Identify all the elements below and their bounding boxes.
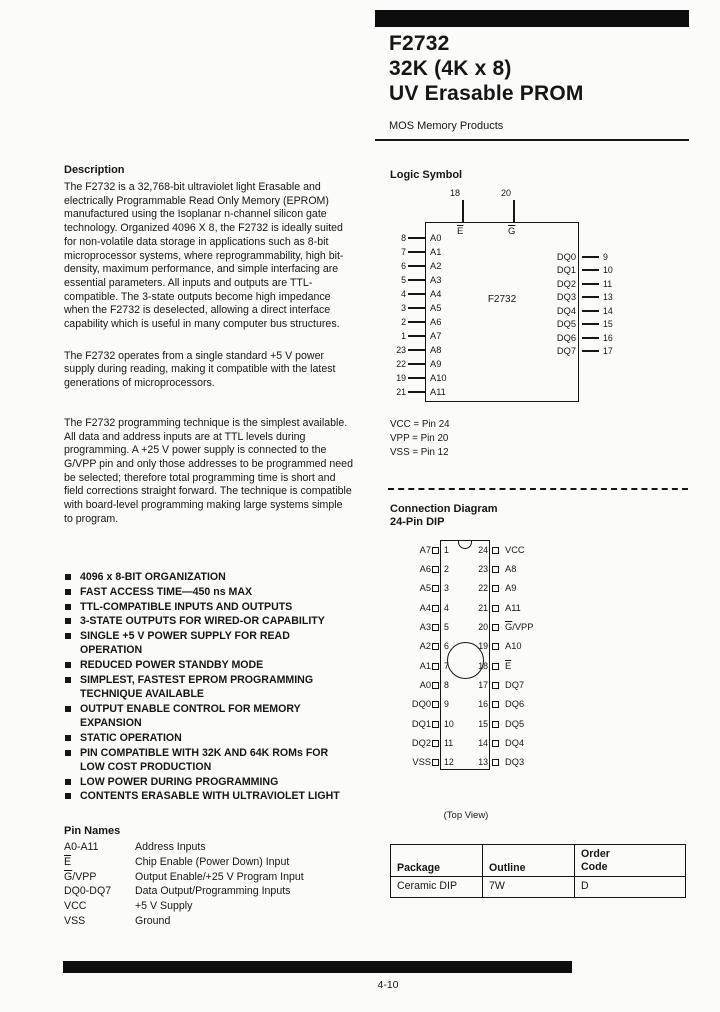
feature-item xyxy=(64,570,354,585)
pin-number: 19 xyxy=(396,373,406,383)
bullet-square-icon xyxy=(65,793,71,799)
feature-item xyxy=(64,702,354,731)
pin-label-text: A9 xyxy=(505,583,517,593)
pin-label xyxy=(505,641,522,651)
pin-label: A0 xyxy=(419,680,431,690)
pin-label xyxy=(505,661,511,671)
pin-label: A7 xyxy=(419,545,431,555)
pin-label: DQ2 xyxy=(556,279,576,289)
features-list xyxy=(64,570,354,804)
pin-label: DQ3 xyxy=(556,292,576,302)
package-type-heading: 24-Pin DIP xyxy=(390,516,445,528)
pin-description: Chip Enable (Power Down) Input xyxy=(135,855,290,868)
feature-item xyxy=(64,731,354,746)
pin-pad-icon xyxy=(492,701,499,708)
pin-number: 10 xyxy=(603,265,613,275)
pin-label-text: VCC xyxy=(505,545,525,555)
top-black-bar xyxy=(375,10,689,27)
pin-label: A5 xyxy=(419,583,431,593)
pin-number: 12 xyxy=(444,757,454,767)
pin-pad-icon xyxy=(492,682,499,689)
feature-item xyxy=(64,775,354,790)
pin-label-text: DQ7 xyxy=(505,680,525,690)
bullet-square-icon xyxy=(65,574,71,580)
pin-label: A3 xyxy=(419,622,431,632)
pin-number: 6 xyxy=(401,261,406,271)
part-number: F2732 xyxy=(389,32,450,55)
pin-label xyxy=(505,583,516,593)
pin-name-row xyxy=(64,914,354,929)
pin-label: DQ0 xyxy=(556,252,576,262)
pin-label: A4 xyxy=(419,603,431,613)
logic-top-pin-wire xyxy=(513,200,515,222)
logic-pin-row xyxy=(390,316,441,328)
pin-number: 4 xyxy=(444,603,449,613)
note-vpp: VPP = Pin 20 xyxy=(390,433,449,444)
pin-number: 1 xyxy=(444,545,449,555)
pin-number: 14 xyxy=(603,306,613,316)
pin-label-text: A10 xyxy=(505,641,522,651)
order-header-line2: Code xyxy=(581,861,608,873)
dip-pin-row xyxy=(474,641,522,651)
logic-pin-row xyxy=(543,291,613,303)
section-divider xyxy=(388,488,688,490)
pin-wire xyxy=(408,307,425,308)
pin-number: 22 xyxy=(478,583,488,593)
dip-pin-row xyxy=(388,641,449,651)
cell-outline: 7W xyxy=(483,877,575,897)
feature-text: STATIC OPERATION xyxy=(80,732,182,744)
pin-pad-icon xyxy=(432,605,439,612)
feature-item xyxy=(64,629,354,658)
pin-wire xyxy=(408,363,425,364)
bullet-square-icon xyxy=(65,633,71,639)
pin-name-row xyxy=(64,884,354,899)
pin-pad-icon xyxy=(492,566,499,573)
pin-wire xyxy=(408,237,425,238)
dip-pin-row xyxy=(388,564,449,574)
dip-pin-row xyxy=(474,564,516,574)
pin-label: DQ0 xyxy=(411,699,431,709)
logic-top-pin-number: 20 xyxy=(501,188,512,198)
pin-pad-icon xyxy=(432,566,439,573)
pin-label xyxy=(505,699,524,709)
pin-wire xyxy=(408,335,425,336)
logic-pin-row xyxy=(543,345,613,357)
feature-item xyxy=(64,658,354,673)
pin-name-text: VCC xyxy=(64,900,87,913)
dip-pin-row xyxy=(388,545,449,555)
pin-pad-icon xyxy=(432,721,439,728)
pin-label-overlined: $\overline{E}$ xyxy=(505,661,512,671)
feature-item xyxy=(64,600,354,615)
bullet-square-icon xyxy=(65,706,71,712)
column-header-package: Package xyxy=(391,845,483,876)
pin-label: A10 xyxy=(430,373,447,383)
feature-text: LOW POWER DURING PROGRAMMING xyxy=(80,775,279,788)
dip-pin-row xyxy=(388,719,454,729)
dip-pin-row xyxy=(474,603,521,613)
pin-number: 9 xyxy=(444,699,449,709)
pin-label-text: A8 xyxy=(505,564,517,574)
pin-label xyxy=(505,622,533,632)
pin-number: 9 xyxy=(603,252,608,262)
pin-label: DQ2 xyxy=(411,738,431,748)
pin-pad-icon xyxy=(492,585,499,592)
pin-label: A6 xyxy=(430,317,442,327)
pin-number: 2 xyxy=(401,317,406,327)
feature-text: SIMPLEST, FASTEST EPROM PROGRAMMING TECHNIQUE AVAILABLE xyxy=(80,673,314,701)
cell-order-code: D xyxy=(581,880,589,892)
pin-number: 23 xyxy=(478,564,488,574)
logic-pin-row xyxy=(543,251,608,263)
feature-text: SINGLE +5 V POWER SUPPLY FOR READ OPERATION xyxy=(80,629,290,657)
logic-pin-row xyxy=(390,358,441,370)
pin-number: 5 xyxy=(401,275,406,285)
pin-pad-icon xyxy=(432,585,439,592)
pin-label-text: A11 xyxy=(505,603,521,613)
bullet-square-icon xyxy=(65,735,71,741)
pin-label: DQ4 xyxy=(556,306,576,316)
pin-wire xyxy=(408,349,425,350)
dip-pin-row xyxy=(388,699,449,709)
pin-wire xyxy=(408,279,425,280)
description-paragraph-1: The F2732 is a 32,768-bit ultraviolet light Erasable and electrically Programmable Read Only Memory (EPROM) manufactured using the Isoplanar n-channel silicon gate technology. Organized 4096 X 8, the F2732 is ideally suited for non-volatile data storage in applications such as 8-bit microprocessor systems, where reprogrammability, high bit-density, maximum performance, and simple interfacing are essential parameters. All inputs and outputs are TTL-compatible. The 3-state outputs become high impedance when the F2732 is deselected, allowing a direct interface capability which is useful in many computer bus structures. xyxy=(64,181,344,331)
feature-item xyxy=(64,746,354,775)
feature-text: PIN COMPATIBLE WITH 32K AND 64K ROMs FOR LOW COST PRODUCTION xyxy=(80,746,329,774)
pin-description: +5 V Supply xyxy=(135,900,193,913)
pin-label: A7 xyxy=(430,331,442,341)
pin-label xyxy=(505,738,524,748)
footer-bar xyxy=(63,961,572,973)
pin-number: 3 xyxy=(444,583,449,593)
pin-name-overlined: $\overline{G}$ xyxy=(64,870,73,883)
pin-wire xyxy=(408,293,425,294)
order-header-line1: Order xyxy=(581,848,610,860)
pin-number: 1 xyxy=(401,331,406,341)
logic-pin-row xyxy=(543,278,612,290)
feature-item xyxy=(64,789,354,804)
logic-symbol-heading: Logic Symbol xyxy=(390,169,463,181)
pin-label: A1 xyxy=(419,661,431,671)
pin-label-overlined: $\overline{G}$ xyxy=(505,622,513,632)
column-header-outline: Outline xyxy=(483,845,575,876)
pin-name xyxy=(64,884,135,899)
bullet-square-icon xyxy=(65,589,71,595)
dip-pin-row xyxy=(474,661,511,671)
page-number: 4-10 xyxy=(377,979,399,991)
pin-pad-icon xyxy=(492,740,499,747)
title-device-type: UV Erasable PROM xyxy=(389,82,584,105)
pin-description: Output Enable/+25 V Program Input xyxy=(135,870,304,883)
pin-number: 3 xyxy=(401,303,406,313)
description-heading: Description xyxy=(64,164,125,176)
pin-label xyxy=(505,603,521,613)
title-capacity: 32K (4K x 8) xyxy=(389,57,512,80)
pin-name xyxy=(64,855,135,870)
pin-pad-icon xyxy=(492,663,499,670)
dip-pin-row xyxy=(474,699,524,709)
dip-pin-row xyxy=(388,680,449,690)
pin-number: 15 xyxy=(478,719,488,729)
pin-wire xyxy=(582,310,599,311)
product-family-label: MOS Memory Products xyxy=(389,120,504,132)
pin-number: 11 xyxy=(603,279,613,289)
pin-label: A2 xyxy=(430,261,442,271)
pin-label: DQ1 xyxy=(411,719,431,729)
dip-pin-row xyxy=(388,757,454,767)
pin-label: DQ5 xyxy=(556,319,576,329)
pin-number: 16 xyxy=(478,699,488,709)
pin-name-text: A0-A11 xyxy=(64,840,99,853)
pin-pad-icon xyxy=(492,624,499,631)
pin-pad-icon xyxy=(492,643,499,650)
pin-label: A9 xyxy=(430,359,442,369)
feature-text: CONTENTS ERASABLE WITH ULTRAVIOLET LIGHT xyxy=(80,790,340,803)
chip-label: F2732 xyxy=(487,294,517,305)
pin-label-text: DQ4 xyxy=(505,738,525,748)
feature-text: 4096 x 8-BIT ORGANIZATION xyxy=(80,571,226,584)
dip-pin-row xyxy=(388,661,449,671)
feature-text: FAST ACCESS TIME—450 ns MAX xyxy=(80,586,253,599)
pin-label xyxy=(505,757,524,767)
order-table-data-row xyxy=(391,877,685,897)
bullet-square-icon xyxy=(65,779,71,785)
pin-wire xyxy=(582,323,599,324)
pin-name-text: VSS xyxy=(64,914,86,927)
pin-pad-icon xyxy=(432,682,439,689)
bullet-square-icon xyxy=(65,677,71,683)
pin-name-text: /VPP xyxy=(72,870,97,883)
pin-number: 5 xyxy=(444,622,449,632)
pin-label: A6 xyxy=(419,564,431,574)
pin-name-row xyxy=(64,899,354,914)
masthead xyxy=(389,31,584,106)
dip-pin-row xyxy=(474,757,524,767)
pin-number: 19 xyxy=(478,641,488,651)
pin-label-text: DQ6 xyxy=(505,699,525,709)
pin-number: 20 xyxy=(478,622,488,632)
pin-wire xyxy=(582,296,599,297)
column-header-order-code xyxy=(575,845,685,876)
logic-pin-row xyxy=(390,246,441,258)
dip-pin-row xyxy=(388,583,449,593)
pin-number: 17 xyxy=(603,346,613,356)
pin-name xyxy=(64,870,135,885)
pin-pad-icon xyxy=(432,759,439,766)
note-vss: VSS = Pin 12 xyxy=(390,447,449,458)
feature-text: TTL-COMPATIBLE INPUTS AND OUTPUTS xyxy=(80,600,293,613)
pin-pad-icon xyxy=(432,701,439,708)
pin-number: 13 xyxy=(478,757,488,767)
pin-label: A5 xyxy=(430,303,442,313)
left-column xyxy=(64,163,354,929)
right-column xyxy=(388,168,690,938)
pin-pad-icon xyxy=(432,547,439,554)
pin-pad-icon xyxy=(492,547,499,554)
pin-name-row xyxy=(64,840,354,855)
logic-pin-row xyxy=(390,302,441,314)
pin-number: 14 xyxy=(478,738,488,748)
pin-name-text: DQ0-DQ7 xyxy=(64,885,112,898)
pin-label xyxy=(505,564,516,574)
pin-label: A4 xyxy=(430,289,442,299)
order-table xyxy=(390,844,686,898)
pin-name-row xyxy=(64,870,354,885)
note-vcc: VCC = Pin 24 xyxy=(390,419,450,430)
pin-label xyxy=(505,545,525,555)
top-view-caption: (Top View) xyxy=(443,810,489,821)
cell-package: Ceramic DIP xyxy=(391,877,483,897)
logic-pin-row xyxy=(390,260,441,272)
pin-wire xyxy=(582,350,599,351)
pin-number: 21 xyxy=(396,387,406,397)
pin-label: A1 xyxy=(430,247,442,257)
pin-pad-icon xyxy=(492,759,499,766)
pin-description: Ground xyxy=(135,914,171,927)
pin-label: A11 xyxy=(430,387,446,397)
logic-pin-row xyxy=(543,318,613,330)
order-table-header-row xyxy=(391,845,685,877)
pin-label: VSS xyxy=(412,757,431,767)
logic-top-pin-wire xyxy=(462,200,464,222)
feature-text: REDUCED POWER STANDBY MODE xyxy=(80,659,264,672)
dip-pin-row xyxy=(474,622,533,632)
pin-wire xyxy=(582,337,599,338)
pin-number: 24 xyxy=(478,545,488,555)
logic-pin-row xyxy=(390,344,441,356)
pin-number: 10 xyxy=(444,719,454,729)
pin-label: A3 xyxy=(430,275,442,285)
pin-number: 15 xyxy=(603,319,613,329)
dip-pin-row xyxy=(388,622,449,632)
pin-name-overlined: $\overline{E}$ xyxy=(64,855,72,868)
dip-pin-row xyxy=(474,680,524,690)
pin-wire xyxy=(408,391,425,392)
dip-pin-row xyxy=(388,738,453,748)
bullet-square-icon xyxy=(65,662,71,668)
logic-pin-row xyxy=(543,305,613,317)
pin-wire xyxy=(408,321,425,322)
pin-pad-icon xyxy=(492,605,499,612)
pin-label-text: DQ3 xyxy=(505,757,525,767)
pin-pad-icon xyxy=(432,624,439,631)
pin-number: 4 xyxy=(401,289,406,299)
logic-pin-row xyxy=(390,274,441,286)
logic-top-pin-number: 18 xyxy=(450,188,461,198)
pin-label xyxy=(505,719,524,729)
logic-pin-row xyxy=(390,330,441,342)
dip-pin-row xyxy=(474,545,525,555)
power-pin-notes xyxy=(390,418,450,460)
pin-label: A2 xyxy=(419,641,431,651)
pin-number: 21 xyxy=(478,603,488,613)
feature-item xyxy=(64,614,354,629)
pin-number: 7 xyxy=(401,247,406,257)
pin-label: A0 xyxy=(430,233,442,243)
logic-pin-row xyxy=(543,264,613,276)
pin-name xyxy=(64,899,135,914)
pin-names-heading: Pin Names xyxy=(64,824,121,837)
pin-name xyxy=(64,914,135,929)
pin-number: 13 xyxy=(603,292,613,302)
pin-number: 22 xyxy=(396,359,406,369)
pin-pad-icon xyxy=(492,721,499,728)
pin-name xyxy=(64,840,135,855)
pin-number: 7 xyxy=(444,661,449,671)
logic-pin-row xyxy=(390,386,446,398)
logic-pin-row xyxy=(390,232,441,244)
pin-name-row xyxy=(64,855,354,870)
pin-number: 6 xyxy=(444,641,449,651)
pin-pad-icon xyxy=(432,663,439,670)
description-paragraph-2: The F2732 operates from a single standard +5 V power supply during reading, making it compatible with the latest generations of microprocessors. xyxy=(64,349,336,390)
pin-pad-icon xyxy=(432,740,439,747)
pin-number: 23 xyxy=(396,345,406,355)
pin-number: 17 xyxy=(478,680,488,690)
bullet-square-icon xyxy=(65,604,71,610)
pin-wire xyxy=(408,251,425,252)
pin-number: 8 xyxy=(401,233,406,243)
pin-label-text: DQ5 xyxy=(505,719,525,729)
pin-label xyxy=(505,680,524,690)
pin-pad-icon xyxy=(432,643,439,650)
pin-label: DQ6 xyxy=(556,333,576,343)
chip-enable-label: $\overline{E}$ xyxy=(457,226,464,237)
pin-label-text: /VPP xyxy=(512,622,534,632)
bullet-square-icon xyxy=(65,750,71,756)
header-rule xyxy=(375,139,689,141)
output-enable-label: $\overline{G}$ xyxy=(508,226,516,237)
pin-number: 16 xyxy=(603,333,613,343)
pin-wire xyxy=(582,269,599,270)
pin-label: DQ1 xyxy=(556,265,576,275)
feature-text: OUTPUT ENABLE CONTROL FOR MEMORY EXPANSION xyxy=(80,702,301,730)
dip-pin-row xyxy=(388,603,449,613)
feature-text: 3-STATE OUTPUTS FOR WIRED-OR CAPABILITY xyxy=(80,615,325,628)
dip-pin-row xyxy=(474,719,524,729)
bullet-square-icon xyxy=(65,618,71,624)
pin-label: DQ7 xyxy=(556,346,576,356)
pin-number: 11 xyxy=(444,738,454,748)
pin-wire xyxy=(582,283,599,284)
logic-pin-row xyxy=(390,288,441,300)
feature-item xyxy=(64,673,354,702)
pin-number: 18 xyxy=(478,661,488,671)
pin-wire xyxy=(408,265,425,266)
pin-description: Data Output/Programming Inputs xyxy=(135,885,291,898)
feature-item xyxy=(64,585,354,600)
description-paragraph-3: The F2732 programming technique is the simplest available. All data and address inputs are at TTL levels during programming. A +25 V power supply is connected to the G/VPP pin and only those addresses to be programmed need be selected; therefore total programming time is short and field corrections straight forward. The technique is compatible with board-level programming making large systems simple to program. xyxy=(64,416,353,525)
dip-pin-row xyxy=(474,738,524,748)
pin-description: Address Inputs xyxy=(135,840,206,853)
pin-wire xyxy=(408,377,425,378)
dip-pin-row xyxy=(474,583,516,593)
pin-wire xyxy=(582,256,599,257)
connection-diagram-heading: Connection Diagram xyxy=(390,503,498,515)
pin-names-table xyxy=(64,840,354,929)
logic-pin-row xyxy=(390,372,447,384)
logic-pin-row xyxy=(543,332,613,344)
pin-number: 8 xyxy=(444,680,449,690)
pin-label: A8 xyxy=(430,345,442,355)
pin-number: 2 xyxy=(444,564,449,574)
